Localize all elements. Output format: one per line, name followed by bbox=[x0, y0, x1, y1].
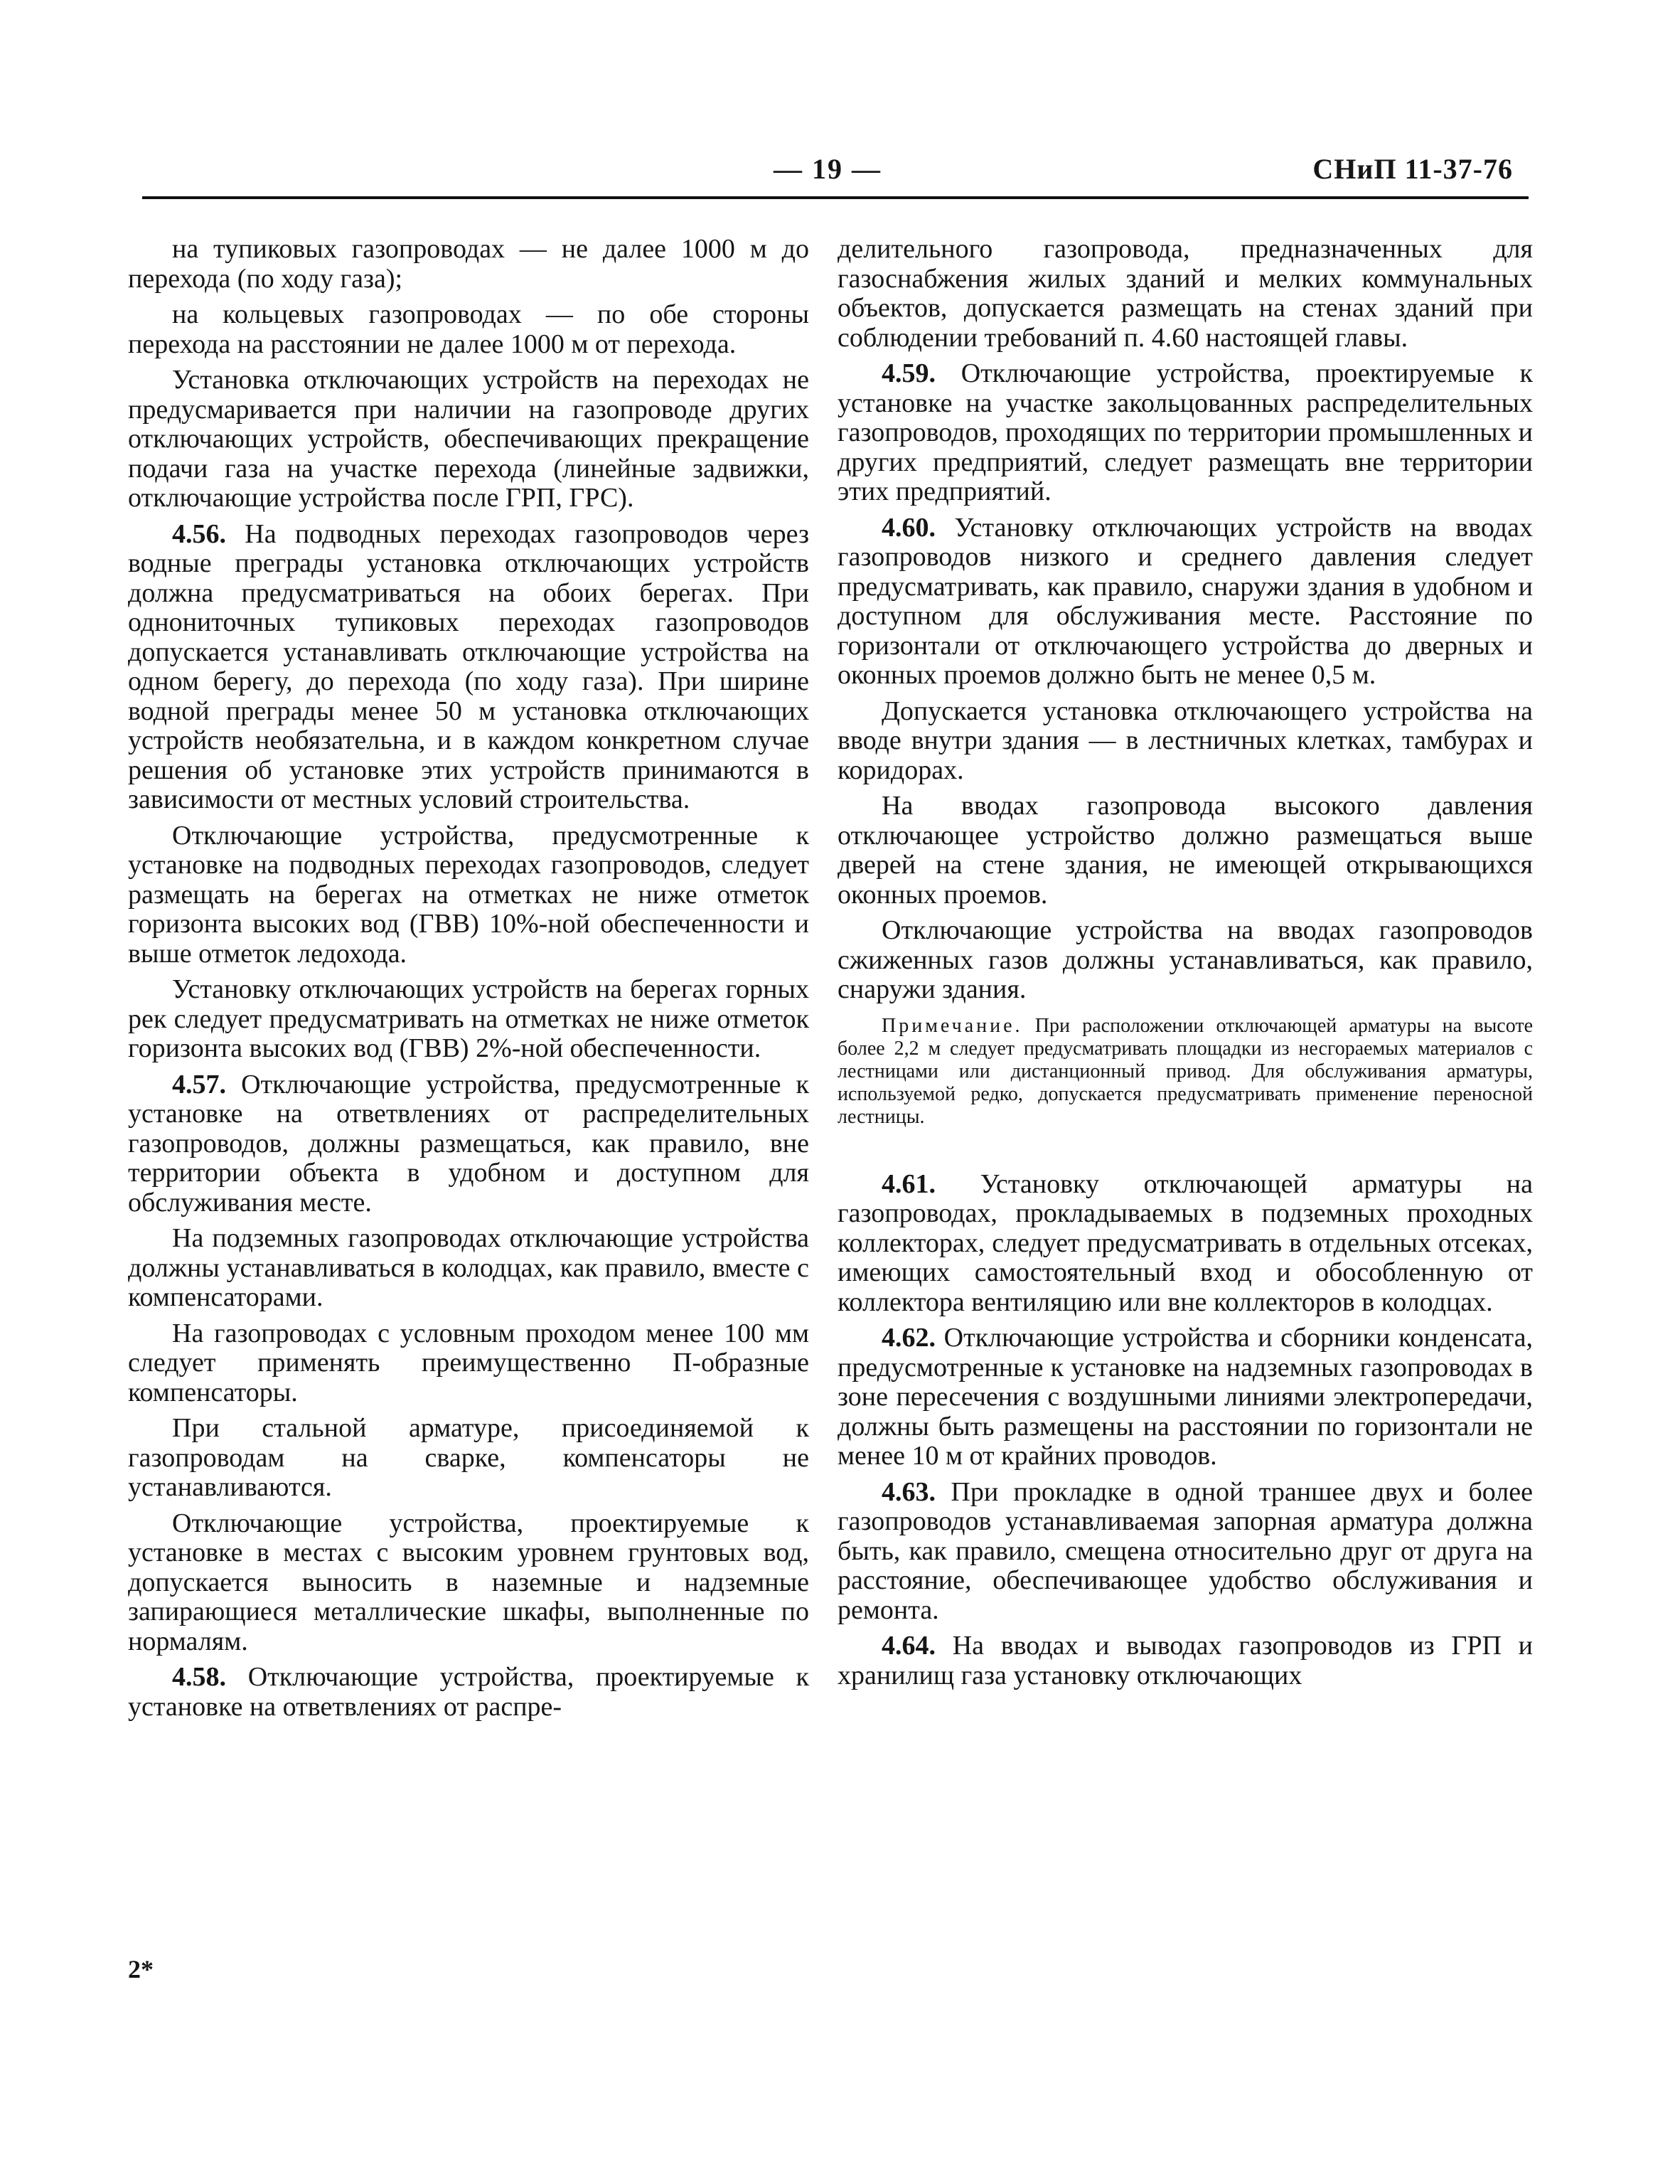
paragraph: Установка отключающих устройств на переходах не предусмаривается при наличии на газопроводе других отключающих устройств, обеспечивающих прекращение подачи газа на участке перехода (линейные задвижки, отключающие устройства после ГРП, ГРС). bbox=[128, 365, 809, 513]
page-header bbox=[142, 152, 1513, 202]
clause-number: 4.62. bbox=[882, 1323, 936, 1353]
paragraph: Установку отключающих устройств на берегах горных рек следует предусматривать на отметках не ниже отметок горизонта высоких вод (ГВВ) 2%-ной обеспеченности. bbox=[128, 974, 809, 1063]
paragraph-continuation: делительного газопровода, предназначенных для газоснабжения жилых зданий и мелких коммунальных объектов, допускается размещать на стенах зданий при соблюдении требований п. 4.60 настоящей главы. bbox=[838, 234, 1533, 353]
clause-number: 4.61. bbox=[882, 1168, 936, 1199]
header-rule bbox=[142, 196, 1529, 199]
clause-number: 4.57. bbox=[172, 1069, 226, 1099]
note-text: При расположении отключающей арматуры на высоте более 2,2 м следует предусматривать площадки из несгораемых материалов с лестницами или дистанционный привод. Для обслуживания арматуры, используемой редко, допускается предусматривать применение переносной лестницы. bbox=[838, 1014, 1534, 1128]
paragraph: Отключающие устройства, проектируемые к установке в местах с высоким уровнем грунтовых вод, допускается выносить в наземные и надземные запирающиеся металлические шкафы, выполненные по нормалям. bbox=[128, 1508, 809, 1656]
clause-text: Отключающие устройства, проектируемые к установке на ответвлениях от распре- bbox=[128, 1662, 809, 1722]
clause-4-58 bbox=[128, 1663, 809, 1722]
clause-4-63 bbox=[838, 1478, 1533, 1626]
paragraph: Допускается установка отключающего устройства на вводе внутри здания — в лестничных клетках, тамбурах и коридорах. bbox=[838, 696, 1533, 785]
clause-number: 4.58. bbox=[172, 1662, 226, 1692]
clause-4-62 bbox=[838, 1323, 1533, 1471]
paragraph: На подземных газопроводах отключающие устройства должны устанавливаться в колодцах, как правило, вместе с компенсаторами. bbox=[128, 1223, 809, 1312]
paragraph: Отключающие устройства на вводах газопроводов сжиженных газов должны устанавливаться, как правило, снаружи здания. bbox=[838, 915, 1533, 1004]
clause-4-61 bbox=[838, 1170, 1533, 1318]
clause-4-57 bbox=[128, 1070, 809, 1218]
clause-text: При прокладке в одной траншее двух и более газопроводов устанавливаемая запорная арматура должна быть, как правило, смещена относительно друг от друга на расстояние, обеспечивающее удобство обслуживания и ремонта. bbox=[838, 1476, 1533, 1625]
clause-text: На вводах и выводах газопроводов из ГРП и хранилищ газа установку отключающих bbox=[838, 1631, 1533, 1690]
note-label: Примечание. bbox=[882, 1014, 1023, 1037]
clause-4-60 bbox=[838, 513, 1533, 691]
paragraph: Отключающие устройства, предусмотренные к установке на подводных переходах газопроводов, следует размещать на берегах на отметках не ниже отметок горизонта высоких вод (ГВВ) 10%-ной обеспеченности и выше отметок ледохода. bbox=[128, 820, 809, 969]
clause-text: Установку отключающих устройств на вводах газопроводов низкого и среднего давления следует предусматривать, как правило, снаружи здания в удобном и доступном для обслуживания месте. Расстояние по горизонтали от отключающего устройства до дверных и оконных проемов должно быть не менее 0,5 м. bbox=[838, 512, 1534, 690]
clause-number: 4.56. bbox=[172, 518, 226, 549]
paragraph: На газопроводах с условным проходом менее 100 мм следует применять преимущественно П-образные компенсаторы. bbox=[128, 1318, 809, 1407]
clause-text: Отключающие устройства и сборники конденсата, предусмотренные к установке на надземных газопроводах в зоне пересечения с воздушными линиями электропередачи, должны быть размещены на расстоянии по горизонтали не менее 10 м от крайних проводов. bbox=[838, 1323, 1533, 1471]
page-number: — 19 — bbox=[774, 153, 882, 185]
paragraph: На вводах газопровода высокого давления отключающее устройство должно размещаться выше дверей на стене здания, не имеющей открывающихся оконных проемов. bbox=[838, 791, 1533, 910]
paragraph: При стальной арматуре, присоединяемой к газопроводам на сварке, компенсаторы не устанавливаются. bbox=[128, 1413, 809, 1502]
clause-4-59 bbox=[838, 359, 1533, 507]
clause-4-56 bbox=[128, 520, 809, 815]
paragraph: на тупиковых газопроводах — не далее 1000 м до перехода (по ходу газа); bbox=[128, 234, 809, 294]
signature-mark: 2* bbox=[128, 1955, 154, 1983]
clause-number: 4.59. bbox=[882, 358, 936, 388]
document-code: СНиП 11-37-76 bbox=[1312, 153, 1513, 185]
clause-text: На подводных переходах газопроводов через водные преграды установка отключающих устройств должна предусматриваться на обоих берегах. При однониточных тупиковых переходах газопроводов допускается устанавливать отключающие устройства на одном берегу, до перехода (по ходу газа). При ширине водной преграды менее 50 м установка отключающих устройств необязательна, и в каждом конкретном случае решения об установке этих устройств принимаются в зависимости от местных условий строительства. bbox=[128, 518, 809, 814]
note bbox=[838, 1015, 1533, 1129]
right-column bbox=[838, 235, 1533, 1697]
paragraph: на кольцевых газопроводах — по обе стороны перехода на расстоянии не далее 1000 м от перехода. bbox=[128, 299, 809, 359]
clause-4-64 bbox=[838, 1631, 1533, 1690]
clause-text: Отключающие устройства, предусмотренные к установке на ответвлениях от распределительных газопроводов, должны размещаться, как правило, вне территории объекта в удобном и доступном для обслуживания месте. bbox=[128, 1069, 810, 1218]
left-column bbox=[128, 235, 809, 1728]
clause-text: Установку отключающей арматуры на газопроводах, прокладываемых в подземных проходных коллекторах, следует предусматривать в отдельных отсеках, имеющих самостоятельный вход и обособленную от коллектора вентиляцию или вне коллекторов в колодцах. bbox=[838, 1168, 1533, 1317]
clause-number: 4.60. bbox=[882, 512, 936, 543]
clause-number: 4.63. bbox=[882, 1476, 936, 1507]
clause-text: Отключающие устройства, проектируемые к установке на участке закольцованных распределительных газопроводов, проходящих по территории промышленных и других предприятий, следует размещать вне территории этих предприятий. bbox=[838, 358, 1533, 506]
clause-number: 4.64. bbox=[882, 1631, 936, 1661]
